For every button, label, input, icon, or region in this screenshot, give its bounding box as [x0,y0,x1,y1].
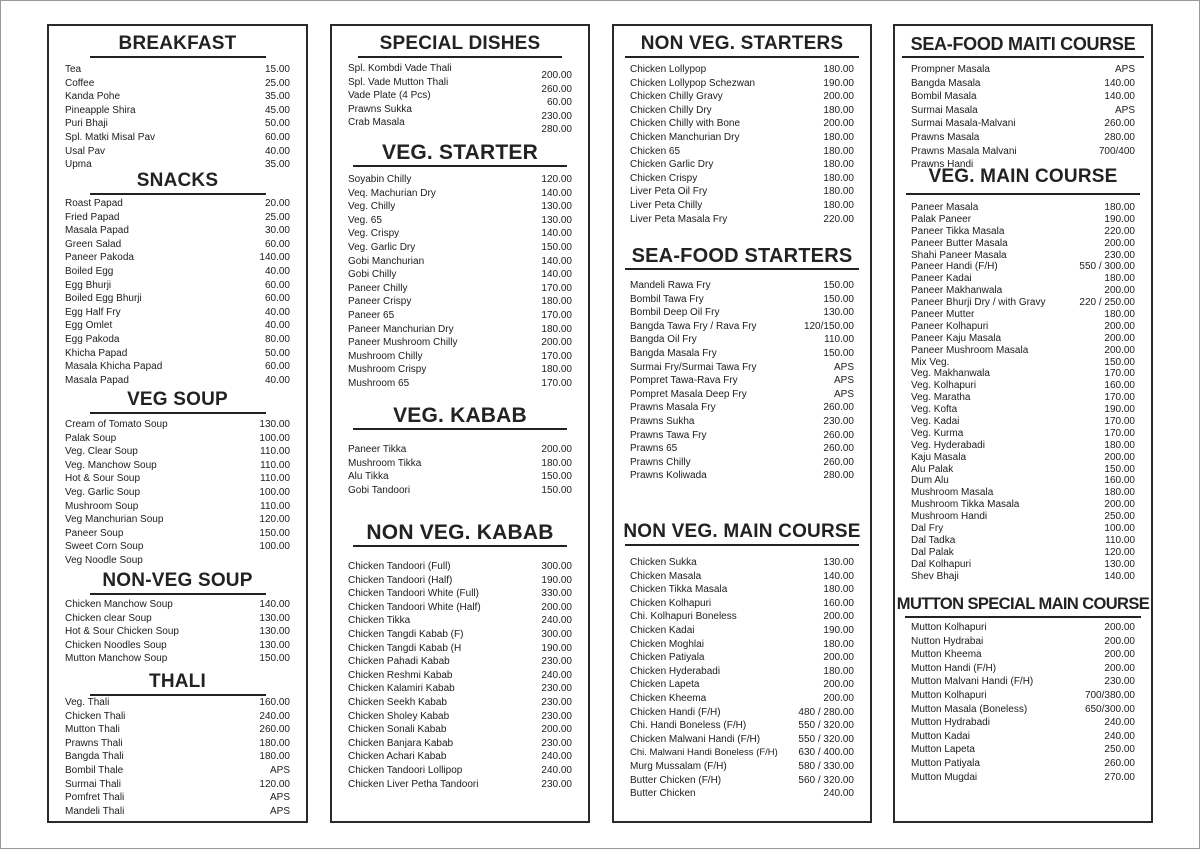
section-title: VEG SOUP [127,389,228,410]
menu-item: Chicken Tikka Masala 180.00 [630,584,854,596]
menu-item: Chicken Hyderabadi 180.00 [630,665,854,677]
item-list-veg-starter [348,173,572,391]
menu-item: Paneer Manchurian Dry 180.00 [348,323,572,335]
menu-item: Surmai Thali 120.00 [65,778,290,790]
menu-item: Bangda Masala Fry 150.00 [630,347,854,359]
menu-item: Paneer Masala 180.00 [911,202,1135,213]
menu-item: Dal Kolhapuri 130.00 [911,558,1135,570]
menu-item: Paneer Handi (F/H) 550 / 300.00 [911,261,1135,273]
menu-item: Paneer Kolhapuri 200.00 [911,320,1135,332]
menu-item: Chicken Chilly with Bone 200.00 [630,118,854,130]
menu-item-name: Spl. Kombdi Vade Thali [348,63,452,74]
menu-item: Mushroom 65 170.00 [348,377,572,389]
menu-item: Pineapple Shira 45.00 [65,104,290,116]
section-veg-soup [49,390,306,414]
menu-item: Chicken Patiyala 200.00 [630,652,854,664]
menu-item: Chicken Tandoori White (Half) 200.00 [348,601,572,613]
section-sea-food-maiti-course [895,34,1151,58]
menu-item: Bombil Tawa Fry 150.00 [630,293,854,305]
menu-item: Alu Tikka 150.00 [348,471,572,483]
menu-item: Chicken Garlic Dry 180.00 [630,159,854,171]
menu-item: Surmai Fry/Surmai Tawa Fry APS [630,361,854,373]
section-divider [906,193,1140,195]
menu-item: Paneer Kaju Masala 200.00 [911,332,1135,344]
menu-item: Chi. Malwani Handi Boneless (F/H) 630 / 400.00 [630,747,854,759]
menu-item: Bombil Thale APS [65,764,290,776]
menu-item: Chicken Sonali Kabab 200.00 [348,724,572,736]
menu-item: Egg Omlet 40.00 [65,320,290,332]
menu-item: Chi. Kolhapuri Boneless 200.00 [630,611,854,623]
menu-item: Mushroom Chilly 170.00 [348,350,572,362]
menu-item: Prawns Masala Fry 260.00 [630,402,854,414]
menu-item: Mushroom Crispy 180.00 [348,364,572,376]
menu-item-price: 60.00 [546,97,572,109]
section-divider [902,56,1144,58]
menu-item: Veq. Machurian Dry 140.00 [348,187,572,199]
menu-item: Chicken Handi (F/H) 480 / 280.00 [630,706,854,718]
menu-item: Paneer Makhanwala 200.00 [911,285,1135,297]
menu-item: Boiled Egg 40.00 [65,265,290,277]
menu-item: Tea 15.00 [65,64,290,75]
menu-item: Paneer Mutter 180.00 [911,309,1135,321]
menu-item: Chicken Liver Petha Tandoori 230.00 [348,778,572,790]
menu-item: Surmai Masala APS [911,104,1135,116]
section-divider [90,593,266,595]
item-list-thali [65,696,290,818]
item-names-special-dishes [348,62,452,130]
menu-item: Prawns Masala 280.00 [911,131,1135,143]
section-title: NON VEG. MAIN COURSE [623,521,861,542]
section-thali [49,672,306,696]
menu-item: Mushroom Masala 180.00 [911,487,1135,499]
menu-item: Egg Pakoda 80.00 [65,333,290,345]
menu-item: Veg. Hyderabadi 180.00 [911,439,1135,451]
menu-item: Usal Pav 40.00 [65,145,290,157]
section-divider [625,56,859,58]
menu-item: Hot & Sour Chicken Soup 130.00 [65,626,290,638]
menu-item: Chicken Kheema 200.00 [630,692,854,704]
menu-item: Butter Chicken 240.00 [630,788,854,800]
menu-item: Chicken Tangdi Kabab (H 190.00 [348,642,572,654]
menu-item: Palak Paneer 190.00 [911,213,1135,225]
menu-item: Chicken Manchow Soup 140.00 [65,599,290,610]
menu-item-price: 200.00 [541,70,572,81]
menu-item: Upma 35.00 [65,159,290,171]
menu-item-price: 230.00 [541,110,572,122]
menu-item: Liver Peta Chilly 180.00 [630,199,854,211]
item-list-non-veg-kabab [348,560,572,791]
item-prices-special-dishes [541,69,572,137]
section-divider [625,544,859,546]
section-title: BREAKFAST [118,33,237,54]
menu-item: Chicken Lapeta 200.00 [630,679,854,691]
menu-item: Chicken Reshmi Kabab 240.00 [348,669,572,681]
section-title: NON-VEG SOUP [102,570,253,591]
section-snacks [49,171,306,195]
menu-item: Prawns 65 260.00 [630,443,854,455]
menu-item: Pompret Tawa-Rava Fry APS [630,375,854,387]
menu-item: Veg. Crispy 140.00 [348,228,572,240]
menu-item: Mutton Kolhapuri 200.00 [911,622,1135,633]
menu-item: Mutton Kolhapuri 700/380.00 [911,689,1135,701]
menu-item: Paneer Chilly 170.00 [348,282,572,294]
menu-item: Cream of Tomato Soup 130.00 [65,419,290,430]
menu-item: Veg Manchurian Soup 120.00 [65,514,290,526]
menu-item: Egg Bhurji 60.00 [65,279,290,291]
menu-item: Chicken Seekh Kabab 230.00 [348,696,572,708]
menu-item: Mutton Manchow Soup 150.00 [65,653,290,665]
menu-item: Chicken Tangdi Kabab (F) 300.00 [348,628,572,640]
menu-item: Soyabin Chilly 120.00 [348,174,572,185]
menu-item: Veg. Clear Soup 110.00 [65,446,290,458]
menu-item: Spl. Matki Misal Pav 60.00 [65,131,290,143]
item-list-snacks [65,197,290,387]
menu-item: Liver Peta Oil Fry 180.00 [630,186,854,198]
menu-item: Mutton Kheema 200.00 [911,649,1135,661]
menu-item: Coffee 25.00 [65,77,290,89]
menu-item: Paneer Butter Masala 200.00 [911,237,1135,249]
menu-item: Chicken Lollypop Schezwan 190.00 [630,77,854,89]
menu-item: Mutton Masala (Boneless) 650/300.00 [911,703,1135,715]
menu-item: Dum Alu 160.00 [911,475,1135,487]
menu-item: Dal Fry 100.00 [911,523,1135,535]
menu-item: Gobi Tandoori 150.00 [348,484,572,496]
menu-item: Chicken Chilly Dry 180.00 [630,104,854,116]
item-list-non-veg-main-course [630,556,854,801]
menu-column-3 [612,24,872,823]
menu-item: Chicken Lollypop 180.00 [630,64,854,75]
section-divider [90,412,266,414]
menu-item: Mushroom Handi 250.00 [911,511,1135,523]
menu-item: Prawns Chilly 260.00 [630,456,854,468]
menu-item: Chicken Kalamiri Kabab 230.00 [348,683,572,695]
menu-item: Chicken Tikka 240.00 [348,615,572,627]
menu-item: Bangda Tawa Fry / Rava Fry 120/150.00 [630,320,854,332]
section-divider [90,56,266,58]
menu-item: Kaju Masala 200.00 [911,451,1135,463]
menu-item: Chicken Noodles Soup 130.00 [65,639,290,651]
menu-item: Puri Bhaji 50.00 [65,118,290,130]
section-divider [353,545,567,547]
menu-item: Shahi Paneer Masala 230.00 [911,249,1135,261]
menu-item: Bombil Deep Oil Fry 130.00 [630,307,854,319]
menu-item: Green Salad 60.00 [65,238,290,250]
menu-item: Mutton Malvani Handi (F/H) 230.00 [911,676,1135,688]
section-divider [353,165,567,167]
section-title: SPECIAL DISHES [379,33,541,54]
menu-item: Prawns Masala Malvani 700/400 [911,145,1135,157]
menu-item: Mutton Mugdai 270.00 [911,771,1135,783]
menu-item: Veg. Thali 160.00 [65,697,290,708]
menu-item: Veg. Kolhapuri 160.00 [911,380,1135,392]
item-list-veg-soup [65,418,290,568]
menu-item-name: Spl. Vade Mutton Thali [348,76,449,88]
menu-item: Boiled Egg Bhurji 60.00 [65,293,290,305]
menu-item: Masala Papad 30.00 [65,225,290,237]
menu-item: Chicken Moghlai 180.00 [630,638,854,650]
item-list-veg-main-course [911,202,1135,583]
menu-item: Chicken Tandoori (Full) 300.00 [348,561,572,572]
section-non-veg-main-course [614,522,870,546]
menu-item: Veg. Chilly 130.00 [348,201,572,213]
section-title: NON VEG. KABAB [366,521,554,544]
menu-item: Paneer Tikka 200.00 [348,444,572,455]
section-divider [625,268,859,270]
section-veg-main-course [895,167,1151,195]
menu-item: Mushroom Tikka 180.00 [348,457,572,469]
section-title: VEG. MAIN COURSE [928,166,1118,187]
menu-item: Bangda Masala 140.00 [911,77,1135,89]
menu-item: Roast Papad 20.00 [65,198,290,209]
menu-item: Mandeli Rawa Fry 150.00 [630,280,854,291]
section-title: SEA-FOOD STARTERS [631,245,853,267]
menu-item: Masala Papad 40.00 [65,374,290,386]
menu-item: Paneer Mushroom Chilly 200.00 [348,337,572,349]
section-divider [358,56,562,58]
menu-item: Egg Half Fry 40.00 [65,306,290,318]
menu-item: Paneer Tikka Masala 220.00 [911,225,1135,237]
section-mutton-special-main-course [895,594,1151,618]
menu-item: Veg. Garlic Soup 100.00 [65,486,290,498]
menu-item: Veg. Manchow Soup 110.00 [65,459,290,471]
menu-item: Mandeli Thali APS [65,805,290,817]
menu-item: Mutton Thali 260.00 [65,724,290,736]
menu-item: Prawns Handi [911,159,974,171]
menu-item: Veg. Kofta 190.00 [911,404,1135,416]
menu-column-4 [893,24,1153,823]
menu-item: Paneer Bhurji Dry / with Gravy 220 / 250.00 [911,297,1135,309]
item-list-non-veg-starters [630,63,854,226]
menu-item: Pomfret Thali APS [65,792,290,804]
menu-item-name: Crab Masala [348,117,405,129]
menu-item: Chicken Kolhapuri 160.00 [630,597,854,609]
menu-item: Chicken Pahadi Kabab 230.00 [348,656,572,668]
menu-item: Sweet Corn Soup 100.00 [65,541,290,553]
menu-item: Chicken clear Soup 130.00 [65,612,290,624]
menu-item: Gobi Chilly 140.00 [348,269,572,281]
menu-item: Prawns Sukha 230.00 [630,415,854,427]
menu-item: Liver Peta Masala Fry 220.00 [630,213,854,225]
item-list-sea-food-starters [630,279,854,483]
section-title: SNACKS [136,170,219,191]
menu-item: Chicken Sukka 130.00 [630,557,854,568]
section-divider [905,616,1141,618]
menu-item: Veg. Kurma 170.00 [911,427,1135,439]
menu-item: Mutton Lapeta 250.00 [911,744,1135,756]
menu-item: Paneer Pakoda 140.00 [65,252,290,264]
menu-item: Mushroom Tikka Masala 200.00 [911,499,1135,511]
menu-item: Paneer 65 170.00 [348,309,572,321]
menu-item: Mutton Hydrabadi 240.00 [911,717,1135,729]
menu-item: Chicken Masala 140.00 [630,570,854,582]
menu-item: Kanda Pohe 35.00 [65,91,290,103]
menu-item: Chicken Sholey Kabab 230.00 [348,710,572,722]
menu-item: Chicken Kadai 190.00 [630,624,854,636]
section-sea-food-starters [614,246,870,270]
menu-item: Masala Khicha Papad 60.00 [65,361,290,373]
menu-item: Veg. Kadai 170.00 [911,416,1135,428]
menu-item: Paneer Soup 150.00 [65,527,290,539]
menu-item: Hot & Sour Soup 110.00 [65,473,290,485]
menu-item: Veg. Garlic Dry 150.00 [348,241,572,253]
menu-item: Nutton Hydrabai 200.00 [911,635,1135,647]
menu-item: Pompret Masala Deep Fry APS [630,388,854,400]
menu-column-1 [47,24,308,823]
menu-item: Gobi Manchurian 140.00 [348,255,572,267]
section-veg-kabab [332,406,588,430]
menu-item-price: 260.00 [541,83,572,95]
menu-item: Paneer Mushroom Masala 200.00 [911,344,1135,356]
menu-item: Alu Palak 150.00 [911,463,1135,475]
section-breakfast [49,34,306,58]
menu-item-name: Vade Plate (4 Pcs) [348,90,431,102]
menu-item: Chicken Tandoori Lollipop 240.00 [348,764,572,776]
item-list-veg-kabab [348,443,572,497]
menu-item: Chicken Tandoori White (Full) 330.00 [348,588,572,600]
menu-item: Chicken Crispy 180.00 [630,172,854,184]
menu-item: Murg Mussalam (F/H) 580 / 330.00 [630,760,854,772]
section-veg-starter [332,143,588,167]
menu-column-2 [330,24,590,823]
menu-item: Chicken Manchurian Dry 180.00 [630,131,854,143]
menu-item: Paneer Crispy 180.00 [348,296,572,308]
section-divider [353,428,567,430]
menu-item: Mutton Kadai 240.00 [911,730,1135,742]
menu-item: Chi. Handi Boneless (F/H) 550 / 320.00 [630,720,854,732]
section-non-veg-starters [614,34,870,58]
menu-item: Paneer Kadai 180.00 [911,273,1135,285]
section-title: NON VEG. STARTERS [640,33,844,54]
menu-item: Veg. Makhanwala 170.00 [911,368,1135,380]
menu-item: Bangda Oil Fry 110.00 [630,334,854,346]
menu-item: Chicken Banjara Kabab 230.00 [348,737,572,749]
menu-item: Shev Bhaji 140.00 [911,570,1135,582]
menu-item: Prawns Koliwada 280.00 [630,470,854,482]
menu-item: Prawns Tawa Fry 260.00 [630,429,854,441]
menu-item: Chicken 65 180.00 [630,145,854,157]
menu-item: Veg Noodle Soup [65,554,143,566]
menu-item: Bangda Thali 180.00 [65,751,290,763]
item-list-breakfast [65,63,290,172]
menu-item: Veg. Maratha 170.00 [911,392,1135,404]
menu-item: Mushroom Soup 110.00 [65,500,290,512]
section-special-dishes [332,34,588,58]
section-title: VEG. KABAB [393,404,527,427]
menu-item: Fried Papad 25.00 [65,211,290,223]
menu-item-price: 280.00 [541,124,572,136]
item-list-mutton-special-main-course [911,621,1135,784]
menu-item-name: Prawns Sukka [348,103,412,115]
menu-item: Palak Soup 100.00 [65,432,290,444]
section-non-veg-kabab [332,523,588,547]
section-divider [90,193,266,195]
section-title: VEG. STARTER [381,141,539,164]
menu-item: Dal Palak 120.00 [911,546,1135,558]
menu-item: Chicken Achari Kabab 240.00 [348,751,572,763]
menu-item: Dal Tadka 110.00 [911,534,1135,546]
menu-item: Chicken Tandoori (Half) 190.00 [348,574,572,586]
section-title: MUTTON SPECIAL MAIN COURSE [896,595,1150,613]
item-list-non-veg-soup [65,598,290,666]
section-non-veg-soup [49,571,306,595]
menu-item: Prompner Masala APS [911,64,1135,75]
menu-item: Chicken Thali 240.00 [65,710,290,722]
menu-item: Mutton Patiyala 260.00 [911,757,1135,769]
menu-item: Mix Veg. 150.00 [911,356,1135,368]
menu-item: Veg. 65 130.00 [348,214,572,226]
menu-item: Chicken Chilly Gravy 200.00 [630,91,854,103]
menu-item: Chicken Malwani Handi (F/H) 550 / 320.00 [630,733,854,745]
item-list-sea-food-maiti-course [911,63,1135,172]
menu-item: Bombil Masala 140.00 [911,91,1135,103]
menu-item: Prawns Thali 180.00 [65,737,290,749]
menu-item: Surmai Masala-Malvani 260.00 [911,118,1135,130]
section-title: THALI [149,671,206,692]
menu-item: Khicha Papad 50.00 [65,347,290,359]
section-title: SEA-FOOD MAITI COURSE [910,34,1136,54]
menu-item: Butter Chicken (F/H) 560 / 320.00 [630,774,854,786]
menu-item: Mutton Handi (F/H) 200.00 [911,662,1135,674]
